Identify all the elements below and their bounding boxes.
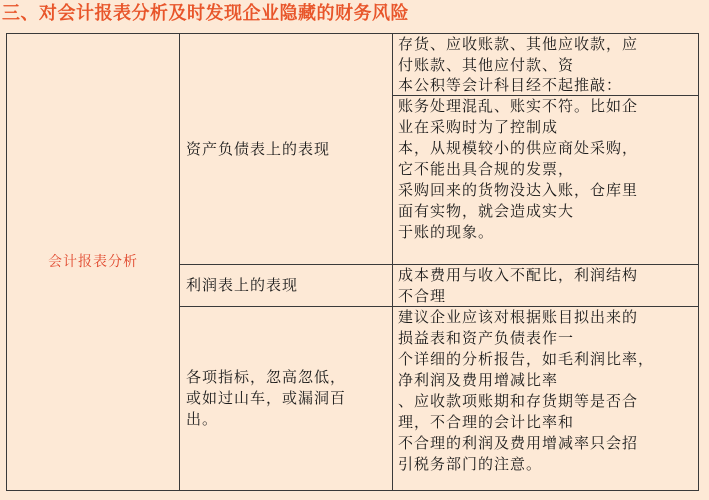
- desc-balance-top: [398, 34, 698, 95]
- desc-line: 存货、应收账款、其他应收款，应: [398, 35, 639, 53]
- risk-table: [6, 33, 699, 491]
- desc-line: 付账款、其他应付款、资: [398, 56, 575, 74]
- desc-line: 采购回来的货物没达入账，仓库里: [398, 181, 639, 199]
- desc-line: 理，不合理的会计比率和: [398, 413, 575, 431]
- desc-line: 于账的现象。: [398, 223, 495, 241]
- desc-line: 本公积等会计科目经不起推敲：: [398, 76, 623, 94]
- desc-line: 业在采购时为了控制成: [398, 118, 559, 136]
- section-title: 三、对会计报表分析及时发现企业隐藏的财务风险: [2, 3, 409, 24]
- desc-line: 账务处理混乱、账实不符。比如企: [398, 97, 639, 115]
- aspect-line: 出。: [186, 410, 219, 428]
- desc-line: 成本费用与收入不配比，利润结构: [398, 266, 639, 284]
- desc-line: 建议企业应该对根据账目拟出来的: [398, 308, 639, 326]
- desc-line: 、应收款项账期和存货期等是否合: [398, 392, 639, 410]
- desc-line: 不合理的利润及费用增减率只会招: [398, 434, 639, 452]
- aspect-line: 或如过山车，或漏洞百: [186, 389, 347, 407]
- desc-line: 个详细的分析报告，如毛利润比率，: [398, 350, 655, 368]
- page-bottom-strip: [0, 491, 709, 500]
- desc-line: 损益表和资产负债表作一: [398, 329, 575, 347]
- aspect-label: 利润表上的表现: [186, 276, 299, 294]
- desc-line: 它不能出具合规的发票，: [398, 160, 575, 178]
- desc-line: 净利润及费用增减比率: [398, 371, 559, 389]
- desc-line: 引税务部门的注意。: [398, 455, 543, 473]
- column-divider-2: [392, 34, 393, 490]
- desc-line: 本，从规模较小的供应商处采购，: [398, 139, 639, 157]
- aspect-balance-sheet: [180, 34, 392, 264]
- desc-indicators: [398, 307, 698, 490]
- aspect-label: 资产负债表上的表现: [186, 139, 331, 158]
- aspect-line: 各项指标，忽高忽低，: [186, 368, 347, 386]
- desc-line: 面有实物，就会造成实大: [398, 202, 575, 220]
- desc-income: [398, 265, 698, 306]
- desc-balance-bottom: [398, 96, 698, 264]
- aspect-indicators: [186, 307, 392, 490]
- category-label: 会计报表分析: [48, 253, 138, 270]
- desc-line: 不合理: [398, 287, 447, 305]
- aspect-income-statement: [180, 265, 392, 306]
- category-cell: [7, 34, 179, 490]
